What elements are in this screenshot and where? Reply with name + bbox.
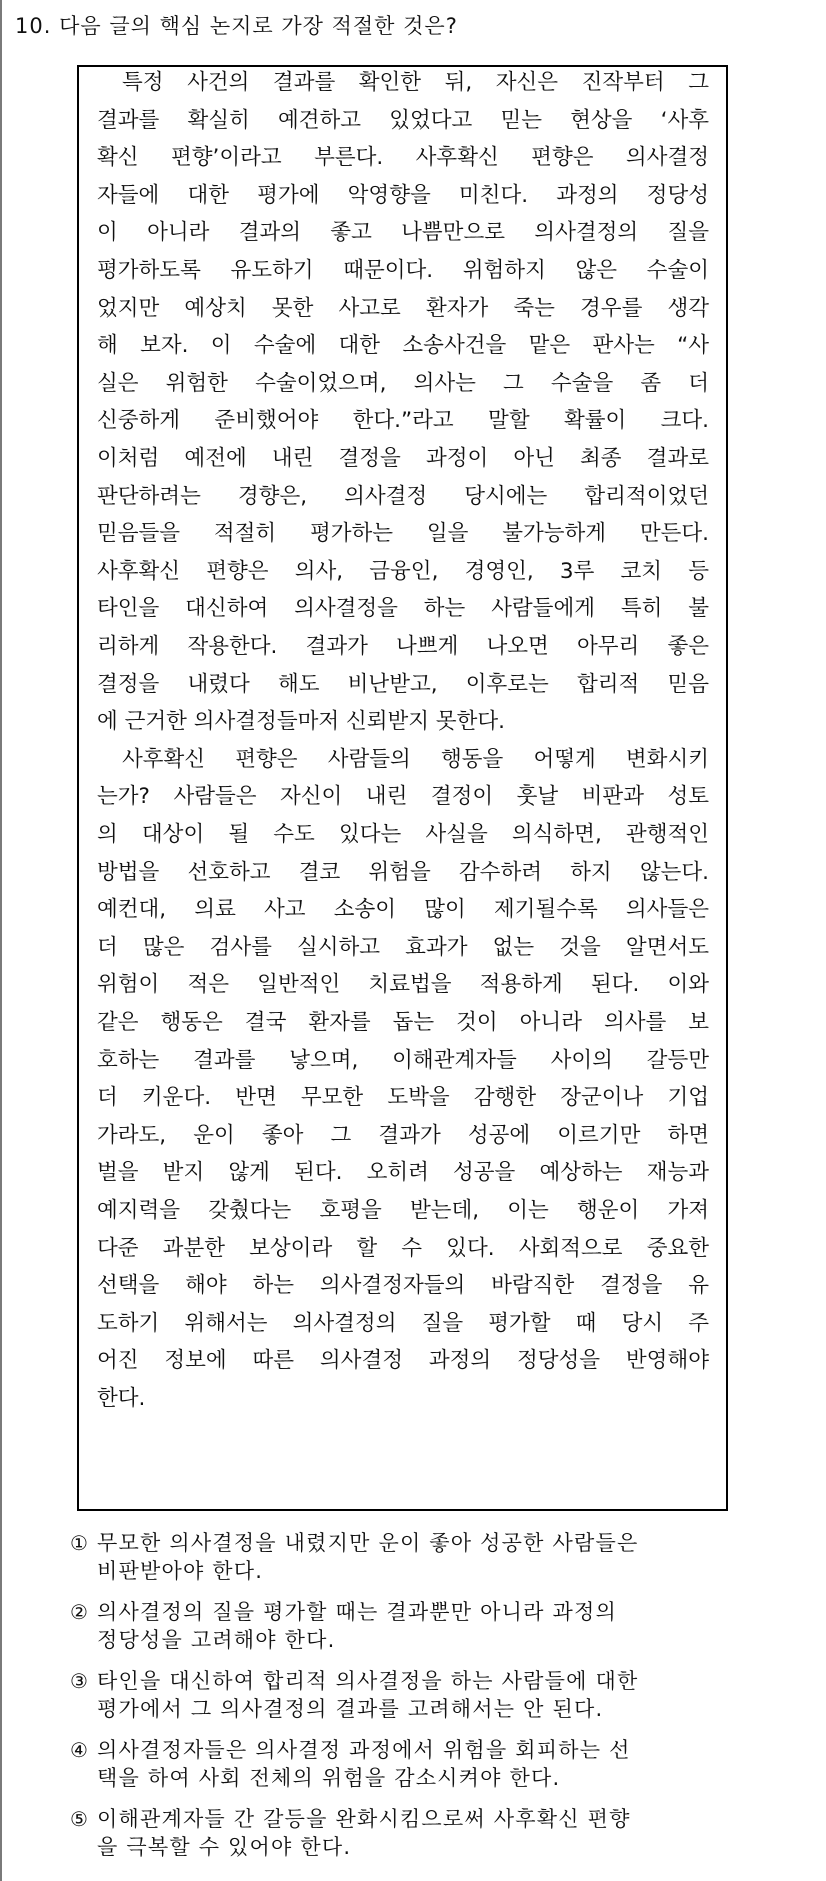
passage-line: 같은 행동은 결국 환자를 돕는 것이 아니라 의사를 보: [97, 1010, 709, 1035]
option-text-line: 비판받아야 한다.: [97, 1559, 264, 1583]
passage-line: 확신 편향’이라고 부른다. 사후확신 편향은 의사결정: [97, 145, 709, 171]
passage-line: 다준 과분한 보상이라 할 수 있다. 사회적으로 중요한: [97, 1235, 709, 1261]
option-text-line: 을 극복할 수 있어야 한다.: [97, 1835, 352, 1859]
option-number-marker: ②: [70, 1600, 88, 1624]
option-text-line: 택을 하여 사회 전체의 위험을 감소시켜야 한다.: [97, 1766, 561, 1790]
passage-line: 예지력을 갖췄다는 호평을 받는데, 이는 행운이 가져: [97, 1198, 709, 1223]
option-text-line: 이해관계자들 간 갈등을 완화시킴으로써 사후확신 편향: [97, 1807, 631, 1831]
passage-line: 사후확신 편향은 의사, 금융인, 경영인, 3루 코치 등: [97, 558, 709, 584]
passage-line: 는가? 사람들은 자신이 내린 결정이 훗날 비판과 성토: [97, 784, 709, 810]
passage-line: 더 많은 검사를 실시하고 효과가 없는 것을 알면서도: [97, 934, 709, 960]
passage-box: [77, 65, 728, 1511]
passage-line: 더 키운다. 반면 무모한 도박을 감행한 장군이나 기업: [97, 1085, 709, 1111]
passage-line: 판단하려는 경향은, 의사결정 당시에는 합리적이었던: [97, 483, 709, 509]
option-text-line: 무모한 의사결정을 내렸지만 운이 좋아 성공한 사람들은: [97, 1531, 639, 1555]
passage-line: 어진 정보에 따른 의사결정 과정의 정당성을 반영해야: [97, 1348, 709, 1374]
passage-line: 사후확신 편향은 사람들의 행동을 어떻게 변화시키: [122, 746, 709, 772]
passage-line: 이 아니라 결과의 좋고 나쁨만으로 의사결정의 질을: [97, 220, 709, 246]
option-number-marker: ⑤: [70, 1807, 88, 1831]
passage-line: 위험이 적은 일반적인 치료법을 적용하게 된다. 이와: [97, 972, 709, 998]
option-text-line: 타인을 대신하여 합리적 의사결정을 하는 사람들에 대한: [97, 1669, 639, 1693]
passage-line: 의 대상이 될 수도 있다는 사실을 의식하면, 관행적인: [97, 822, 709, 847]
passage-line: 신중하게 준비했어야 한다.”라고 말할 확률이 크다.: [97, 408, 709, 434]
passage-line: 가라도, 운이 좋아 그 결과가 성공에 이르기만 하면: [97, 1122, 709, 1148]
passage-line: 리하게 작용한다. 결과가 나쁘게 나오면 아무리 좋은: [97, 634, 709, 659]
passage-line: 도하기 위해서는 의사결정의 질을 평가할 때 당시 주: [97, 1310, 709, 1336]
option-text-line: 평가에서 그 의사결정의 결과를 고려해서는 안 된다.: [97, 1697, 604, 1721]
passage-line: 한다.: [97, 1386, 146, 1411]
option-number-marker: ①: [70, 1531, 88, 1555]
option-number-marker: ③: [70, 1669, 88, 1693]
passage-line: 특정 사건의 결과를 확인한 뒤, 자신은 진작부터 그: [122, 70, 709, 95]
option-text-line: 의사결정의 질을 평가할 때는 결과뿐만 아니라 과정의: [97, 1600, 617, 1624]
passage-line: 평가하도록 유도하기 때문이다. 위험하지 않은 수술이: [97, 258, 709, 283]
passage-line: 타인을 대신하여 의사결정을 하는 사람들에게 특히 불: [97, 596, 709, 622]
passage-line: 벌을 받지 않게 된다. 오히려 성공을 예상하는 재능과: [97, 1160, 709, 1186]
passage-line: 믿음들을 적절히 평가하는 일을 불가능하게 만든다.: [97, 521, 709, 547]
passage-line: 자들에 대한 평가에 악영향을 미친다. 과정의 정당성: [97, 182, 709, 208]
option-text-line: 의사결정자들은 의사결정 과정에서 위험을 회피하는 선: [97, 1738, 631, 1762]
passage-line: 었지만 예상치 못한 사고로 환자가 죽는 경우를 생각: [97, 295, 709, 321]
page-left-border: [0, 0, 2, 1881]
passage-line: 결정을 내렸다 해도 비난받고, 이후로는 합리적 믿음: [97, 671, 709, 697]
passage-line: 방법을 선호하고 결코 위험을 감수하려 하지 않는다.: [97, 859, 709, 885]
passage-line: 선택을 해야 하는 의사결정자들의 바람직한 결정을 유: [97, 1273, 709, 1299]
passage-line: 호하는 결과를 낳으며, 이해관계자들 사이의 갈등만: [97, 1047, 709, 1073]
option-text-line: 정당성을 고려해야 한다.: [97, 1628, 336, 1652]
passage-line: 예컨대, 의료 사고 소송이 많이 제기될수록 의사들은: [97, 897, 709, 923]
option-number-marker: ④: [70, 1738, 88, 1762]
passage-line: 이처럼 예전에 내린 결정을 과정이 아닌 최종 결과로: [97, 446, 709, 471]
passage-line: 해 보자. 이 수술에 대한 소송사건을 맡은 판사는 “사: [97, 333, 709, 359]
passage-line: 실은 위험한 수술이었으며, 의사는 그 수술을 좀 더: [97, 370, 709, 396]
passage-line: 에 근거한 의사결정들마저 신뢰받지 못한다.: [97, 709, 506, 735]
passage-line: 결과를 확실히 예견하고 있었다고 믿는 현상을 ‘사후: [97, 107, 709, 133]
question-title: 10. 다음 글의 핵심 논지로 가장 적절한 것은?: [15, 14, 458, 38]
